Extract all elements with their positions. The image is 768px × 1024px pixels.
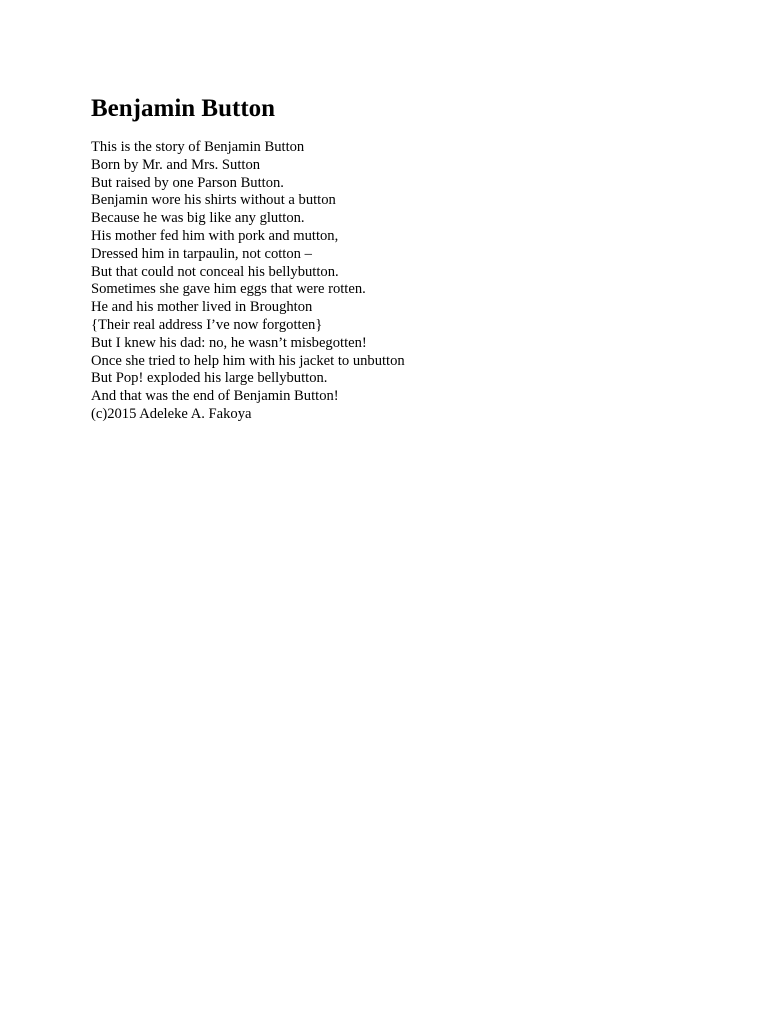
- poem-line: And that was the end of Benjamin Button!: [91, 388, 339, 405]
- poem-line: {Their real address I’ve now forgotten}: [91, 316, 323, 333]
- poem-line: Sometimes she gave him eggs that were rotten.: [91, 281, 366, 298]
- poem-text: [91, 139, 711, 424]
- copyright-line: (c)2015 Adeleke A. Fakoya: [91, 405, 252, 422]
- poem-line: But Pop! exploded his large bellybutton.: [91, 370, 328, 387]
- poem-line: His mother fed him with pork and mutton,: [91, 227, 339, 244]
- document-title: Benjamin Button: [91, 95, 276, 122]
- poem-line: Because he was big like any glutton.: [91, 210, 305, 227]
- poem-line: Benjamin wore his shirts without a button: [91, 192, 336, 209]
- poem-line: He and his mother lived in Broughton: [91, 299, 313, 316]
- poem-line: Dressed him in tarpaulin, not cotton –: [91, 245, 312, 262]
- poem-line: But I knew his dad: no, he wasn’t misbegotten!: [91, 334, 367, 351]
- poem-line: But raised by one Parson Button.: [91, 174, 284, 191]
- poem-line: This is the story of Benjamin Button: [91, 139, 305, 155]
- poem-line: But that could not conceal his bellybutton.: [91, 263, 339, 280]
- poem-line: Born by Mr. and Mrs. Sutton: [91, 156, 261, 173]
- poem-line: Once she tried to help him with his jacket to unbutton: [91, 352, 405, 369]
- document-body: [91, 92, 711, 424]
